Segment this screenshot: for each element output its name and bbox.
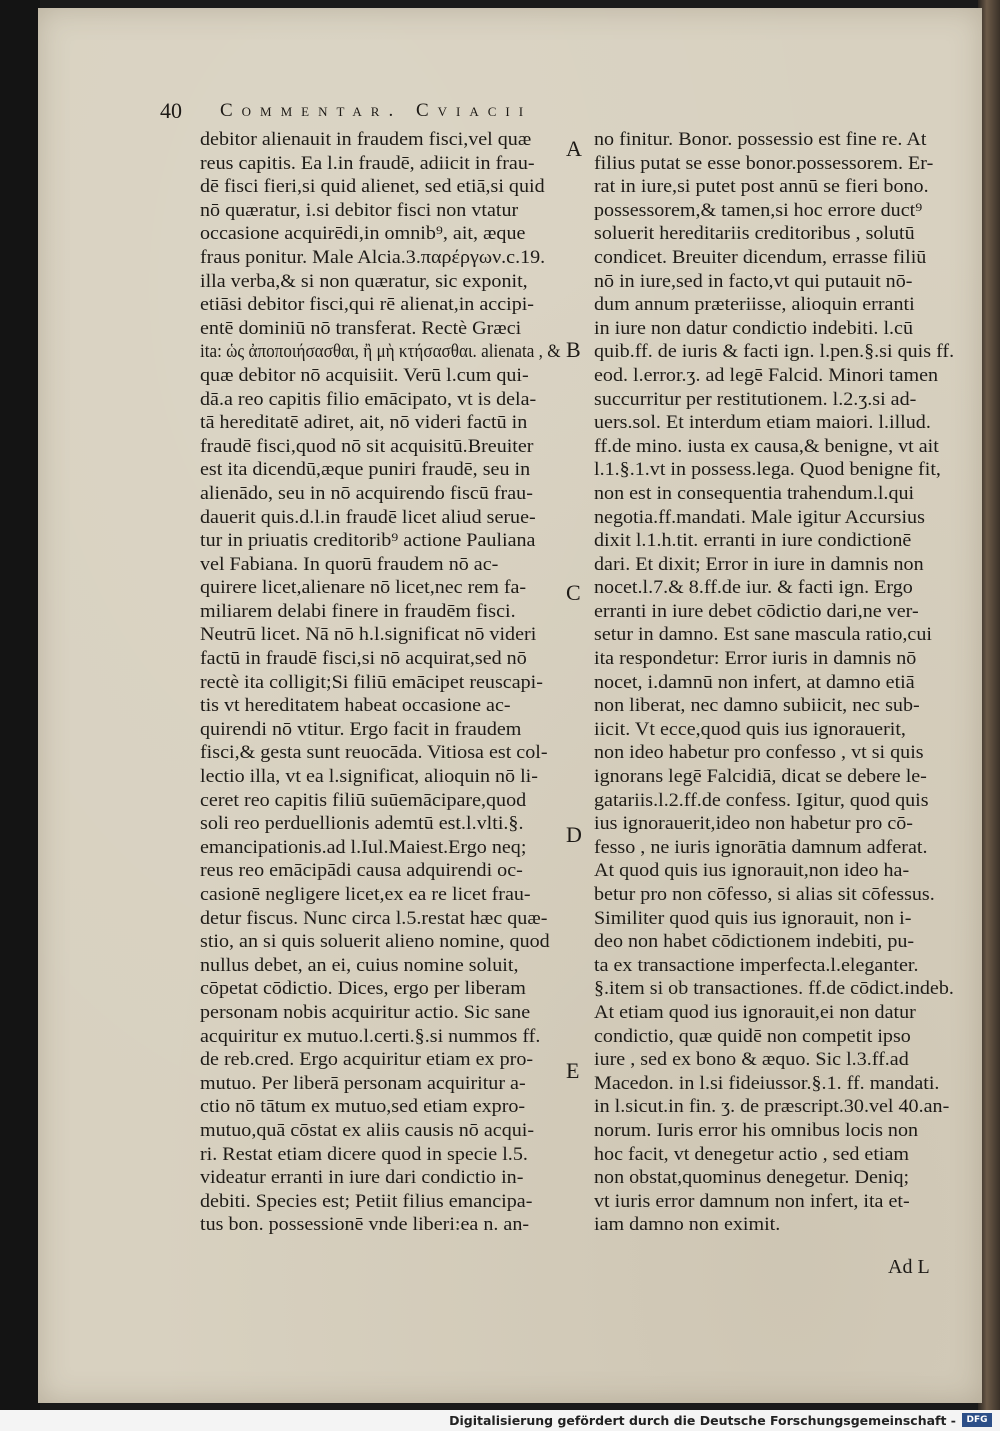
text-line: l.1.§.1.vt in possess.lega. Quod benigne fit, <box>594 459 941 481</box>
text-line: setur in damno. Est sane mascula ratio,cui <box>594 624 932 646</box>
text-line: At etiam quod ius ignorauit,ei non datur <box>594 1001 916 1023</box>
page-header <box>160 98 940 128</box>
text-line: iicit. Vt ecce,quod quis ius ignorauerit, <box>594 718 906 740</box>
scan-frame-left <box>0 0 40 1431</box>
page-number: 40 <box>160 98 182 123</box>
text-line: reus reo emācipādi causa adquirendi oc- <box>200 860 523 882</box>
text-line: fesso , ne iuris ignorātia damnum adferat. <box>594 836 928 858</box>
text-line: tus bon. possessionē vnde liberi:ea n. an- <box>200 1214 530 1236</box>
margin-marker-e: E <box>566 1058 580 1083</box>
text-line: debiti. Species est; Petiit filius emancipa- <box>200 1190 533 1212</box>
text-line: etiāsi debitor fisci,qui rē alienat,in accipi- <box>200 294 535 316</box>
text-line: debitor alienauit in fraudem fisci,vel quæ <box>200 129 532 150</box>
text-line: dum annum præteriisse, alioquin erranti <box>594 294 915 316</box>
text-line: §.item si ob transactiones. ff.de cōdict.indeb. <box>594 978 954 1000</box>
text-line: non ideo habetur pro confesso , vt si quis <box>594 742 924 764</box>
text-line: soluerit hereditariis creditoribus , solutū <box>594 223 915 245</box>
text-line: soli reo perduellionis ademtū est.l.vlti.§. <box>200 813 524 835</box>
text-line: factū in fraudē fisci,si nō acquirat,sed nō <box>200 648 527 670</box>
text-line: iam damno non eximit. <box>594 1214 781 1236</box>
text-line: quib.ff. de iuris & facti ign. l.pen.§.si quis ff. <box>594 341 955 363</box>
text-line: ius ignorauerit,ideo non habetur pro cō- <box>594 813 913 835</box>
text-line: non obstat,quominus denegetur. Deniq; <box>594 1167 910 1189</box>
text-line: At quod quis ius ignorauit,non ideo ha- <box>594 860 910 882</box>
text-line: nō quæratur, i.si debitor fisci non vtatur <box>200 199 519 221</box>
text-line: quæ debitor nō acquisiit. Verū l.cum qui- <box>200 364 529 386</box>
text-line: reus capitis. Ea l.in fraudē, adiicit in frau- <box>200 152 535 174</box>
text-line: no finitur. Bonor. possessio est fine re. At <box>594 129 927 150</box>
text-line: ff.de mino. iusta ex causa,& benigne, vt ait <box>594 435 939 457</box>
text-line: ta ex transactione imperfecta.l.eleganter. <box>594 954 919 976</box>
text-line: ri. Restat etiam dicere quod in specie l.5. <box>200 1143 528 1165</box>
text-line: rectè ita colligit;Si filiū emācipet reuscapi- <box>200 671 543 693</box>
text-line: personam nobis acquiritur actio. Sic sane <box>200 1001 531 1023</box>
text-line: nō in iure,sed in facto,vt qui putauit nō- <box>594 270 913 292</box>
text-line: nullus debet, an ei, cuius nomine soluit, <box>200 954 519 976</box>
margin-marker-c: C <box>566 580 581 605</box>
text-line: dā.a reo capitis filio emācipato, vt is dela- <box>200 388 537 410</box>
text-line: miliarem delabi finere in fraudēm fisci. <box>200 600 516 622</box>
text-line: vel Fabiana. In quorū fraudem nō ac- <box>200 553 499 575</box>
text-line: ceret reo capitis filiū suūemācipare,quod <box>200 789 527 811</box>
text-line: quirere licet,alienare nō licet,nec rem fa- <box>200 577 527 599</box>
text-line: vt iuris error damnum non infert, ita et- <box>594 1190 910 1212</box>
running-title: Commentar. Cviacii <box>220 100 533 121</box>
text-line: fraus ponitur. Male Alcia.3.παρέργων.c.19. <box>200 246 546 268</box>
text-line: detur fiscus. Nunc circa l.5.restat hæc quæ- <box>200 907 548 929</box>
text-line: illa verba,& si non quæratur, sic exponit, <box>200 270 528 292</box>
text-line: possessorem,& tamen,si hoc errore duct⁹ <box>594 199 923 221</box>
text-line: uers.sol. Et interdum etiam maiori. l.illud. <box>594 412 931 434</box>
text-line: ita respondetur: Error iuris in damnis nō <box>594 648 917 670</box>
margin-marker-b: B <box>566 337 581 362</box>
text-line: non est in consequentia trahendum.l.qui <box>594 482 915 504</box>
right-text-column <box>594 128 966 1237</box>
text-line: negotia.ff.mandati. Male igitur Accursius <box>594 506 925 528</box>
text-line: non liberat, nec damno subiicit, nec sub- <box>594 695 920 717</box>
text-line: nocet.l.7.& 8.ff.de iur. & facti ign. Ergo <box>594 577 913 599</box>
margin-marker-d: D <box>566 822 582 847</box>
text-line: rat in iure,si putet post annū se fieri bono. <box>594 176 929 198</box>
text-line: mutuo. Per liberā personam acquiritur a- <box>200 1072 526 1094</box>
text-line: dari. Et dixit; Error in iure in damnis non <box>594 553 924 575</box>
text-line: norum. Iuris error his omnibus locis non <box>594 1119 919 1141</box>
text-line: tā hereditatē adiret, ait, nō videri factū in <box>200 412 528 434</box>
left-text-column <box>200 128 560 1237</box>
text-line: eod. l.error.ʒ. ad legē Falcid. Minori tamen <box>594 364 939 386</box>
text-line: condicet. Breuiter dicendum, errasse filiū <box>594 246 927 268</box>
text-line: iure , sed ex bono & æquo. Sic l.3.ff.ad <box>594 1049 909 1071</box>
margin-marker-a: A <box>566 136 582 161</box>
text-line: de reb.cred. Ergo acquiritur etiam ex pro- <box>200 1049 534 1071</box>
text-line: occasione acquirēdi,in omnib⁹, ait, æque <box>200 223 526 245</box>
text-line: betur pro non cōfesso, si alias sit cōfessus. <box>594 884 935 905</box>
text-line: Neutrū licet. Nā nō h.l.significat nō videri <box>200 624 537 646</box>
text-line: ctio nō tātum ex mutuo,sed etiam expro- <box>200 1096 526 1118</box>
text-line: ita: ὡς ἀποποιήσασθαι, ἢ μὴ κτήσασθαι. alienata , & <box>200 341 561 363</box>
text-line: dauerit quis.d.l.in fraudē licet aliud serue- <box>200 506 536 528</box>
dfg-logo: DFG <box>962 1413 992 1427</box>
text-line: fraudē fisci,quod nō sit acquisitū.Breuiter <box>200 435 534 457</box>
text-line: alienādo, seu in nō acquirendo fiscū frau- <box>200 482 533 504</box>
text-line: tur in priuatis creditorib⁹ actione Pauliana <box>200 530 536 552</box>
catchword: Ad L <box>888 1256 930 1278</box>
text-line: Macedon. in l.si fideiussor.§.1. ff. mandati. <box>594 1072 940 1094</box>
text-line: in iure non datur condictio indebiti. l.cū <box>594 317 914 339</box>
text-line: nocet, i.damnū non infert, at damno etiā <box>594 671 915 693</box>
text-line: acquiritur ex mutuo.l.certi.§.si nummos ff. <box>200 1025 541 1047</box>
text-line: videatur erranti in iure dari condictio in- <box>200 1167 524 1189</box>
text-line: erranti in iure debet cōdictio dari,ne ver- <box>594 600 919 622</box>
text-line: filius putat se esse bonor.possessorem. Er- <box>594 152 934 174</box>
text-line: est ita dicendū,æque puniri fraudē, seu in <box>200 459 531 481</box>
text-line: condictio, quæ quidē non competit ipso <box>594 1025 911 1047</box>
text-line: fisci,& gesta sunt reuocāda. Vitiosa est col- <box>200 742 548 764</box>
text-line: hoc facit, vt denegetur actio , sed etiam <box>594 1143 910 1165</box>
text-line: dē fisci fieri,si quid alienet, sed etiā,si quid <box>200 176 545 198</box>
text-line: in l.sicut.in fin. ʒ. de præscript.30.vel 40.an- <box>594 1096 950 1118</box>
text-line: emancipationis.ad l.Iul.Maiest.Ergo neq; <box>200 836 527 858</box>
text-line: lectio illa, vt ea l.significat, alioquin nō li- <box>200 766 538 788</box>
text-line: cōpetat cōdictio. Dices, ergo per liberam <box>200 978 526 1000</box>
text-line: tis vt hereditatem habeat occasione ac- <box>200 695 511 717</box>
text-line: mutuo,quā cōstat ex aliis causis nō acqui- <box>200 1119 535 1141</box>
text-line: gatariis.l.2.ff.de confess. Igitur, quod quis <box>594 789 929 811</box>
text-line: ignorans legē Falcidiā, dicat se debere le- <box>594 766 927 788</box>
footer-credit-text: Digitalisierung gefördert durch die Deutsche Forschungsgemeinschaft - <box>449 1413 956 1428</box>
text-line: deo non habet cōdictionem indebiti, pu- <box>594 931 915 953</box>
text-line: entē dominiū nō transferat. Rectè Græci <box>200 317 522 339</box>
text-line: stio, an si quis soluerit alieno nomine, quod <box>200 931 550 953</box>
text-line: quirendi nō vtitur. Ergo facit in fraudem <box>200 718 522 740</box>
text-line: casionē negligere licet,ex ea re licet frau- <box>200 884 531 905</box>
text-line: succurritur per restitutionem. l.2.ʒ.si ad- <box>594 388 917 410</box>
text-line: dixit l.1.h.tit. erranti in iure condictionē <box>594 530 912 552</box>
text-line: Similiter quod quis ius ignorauit, non i- <box>594 907 912 929</box>
digitization-footer <box>0 1410 1000 1431</box>
